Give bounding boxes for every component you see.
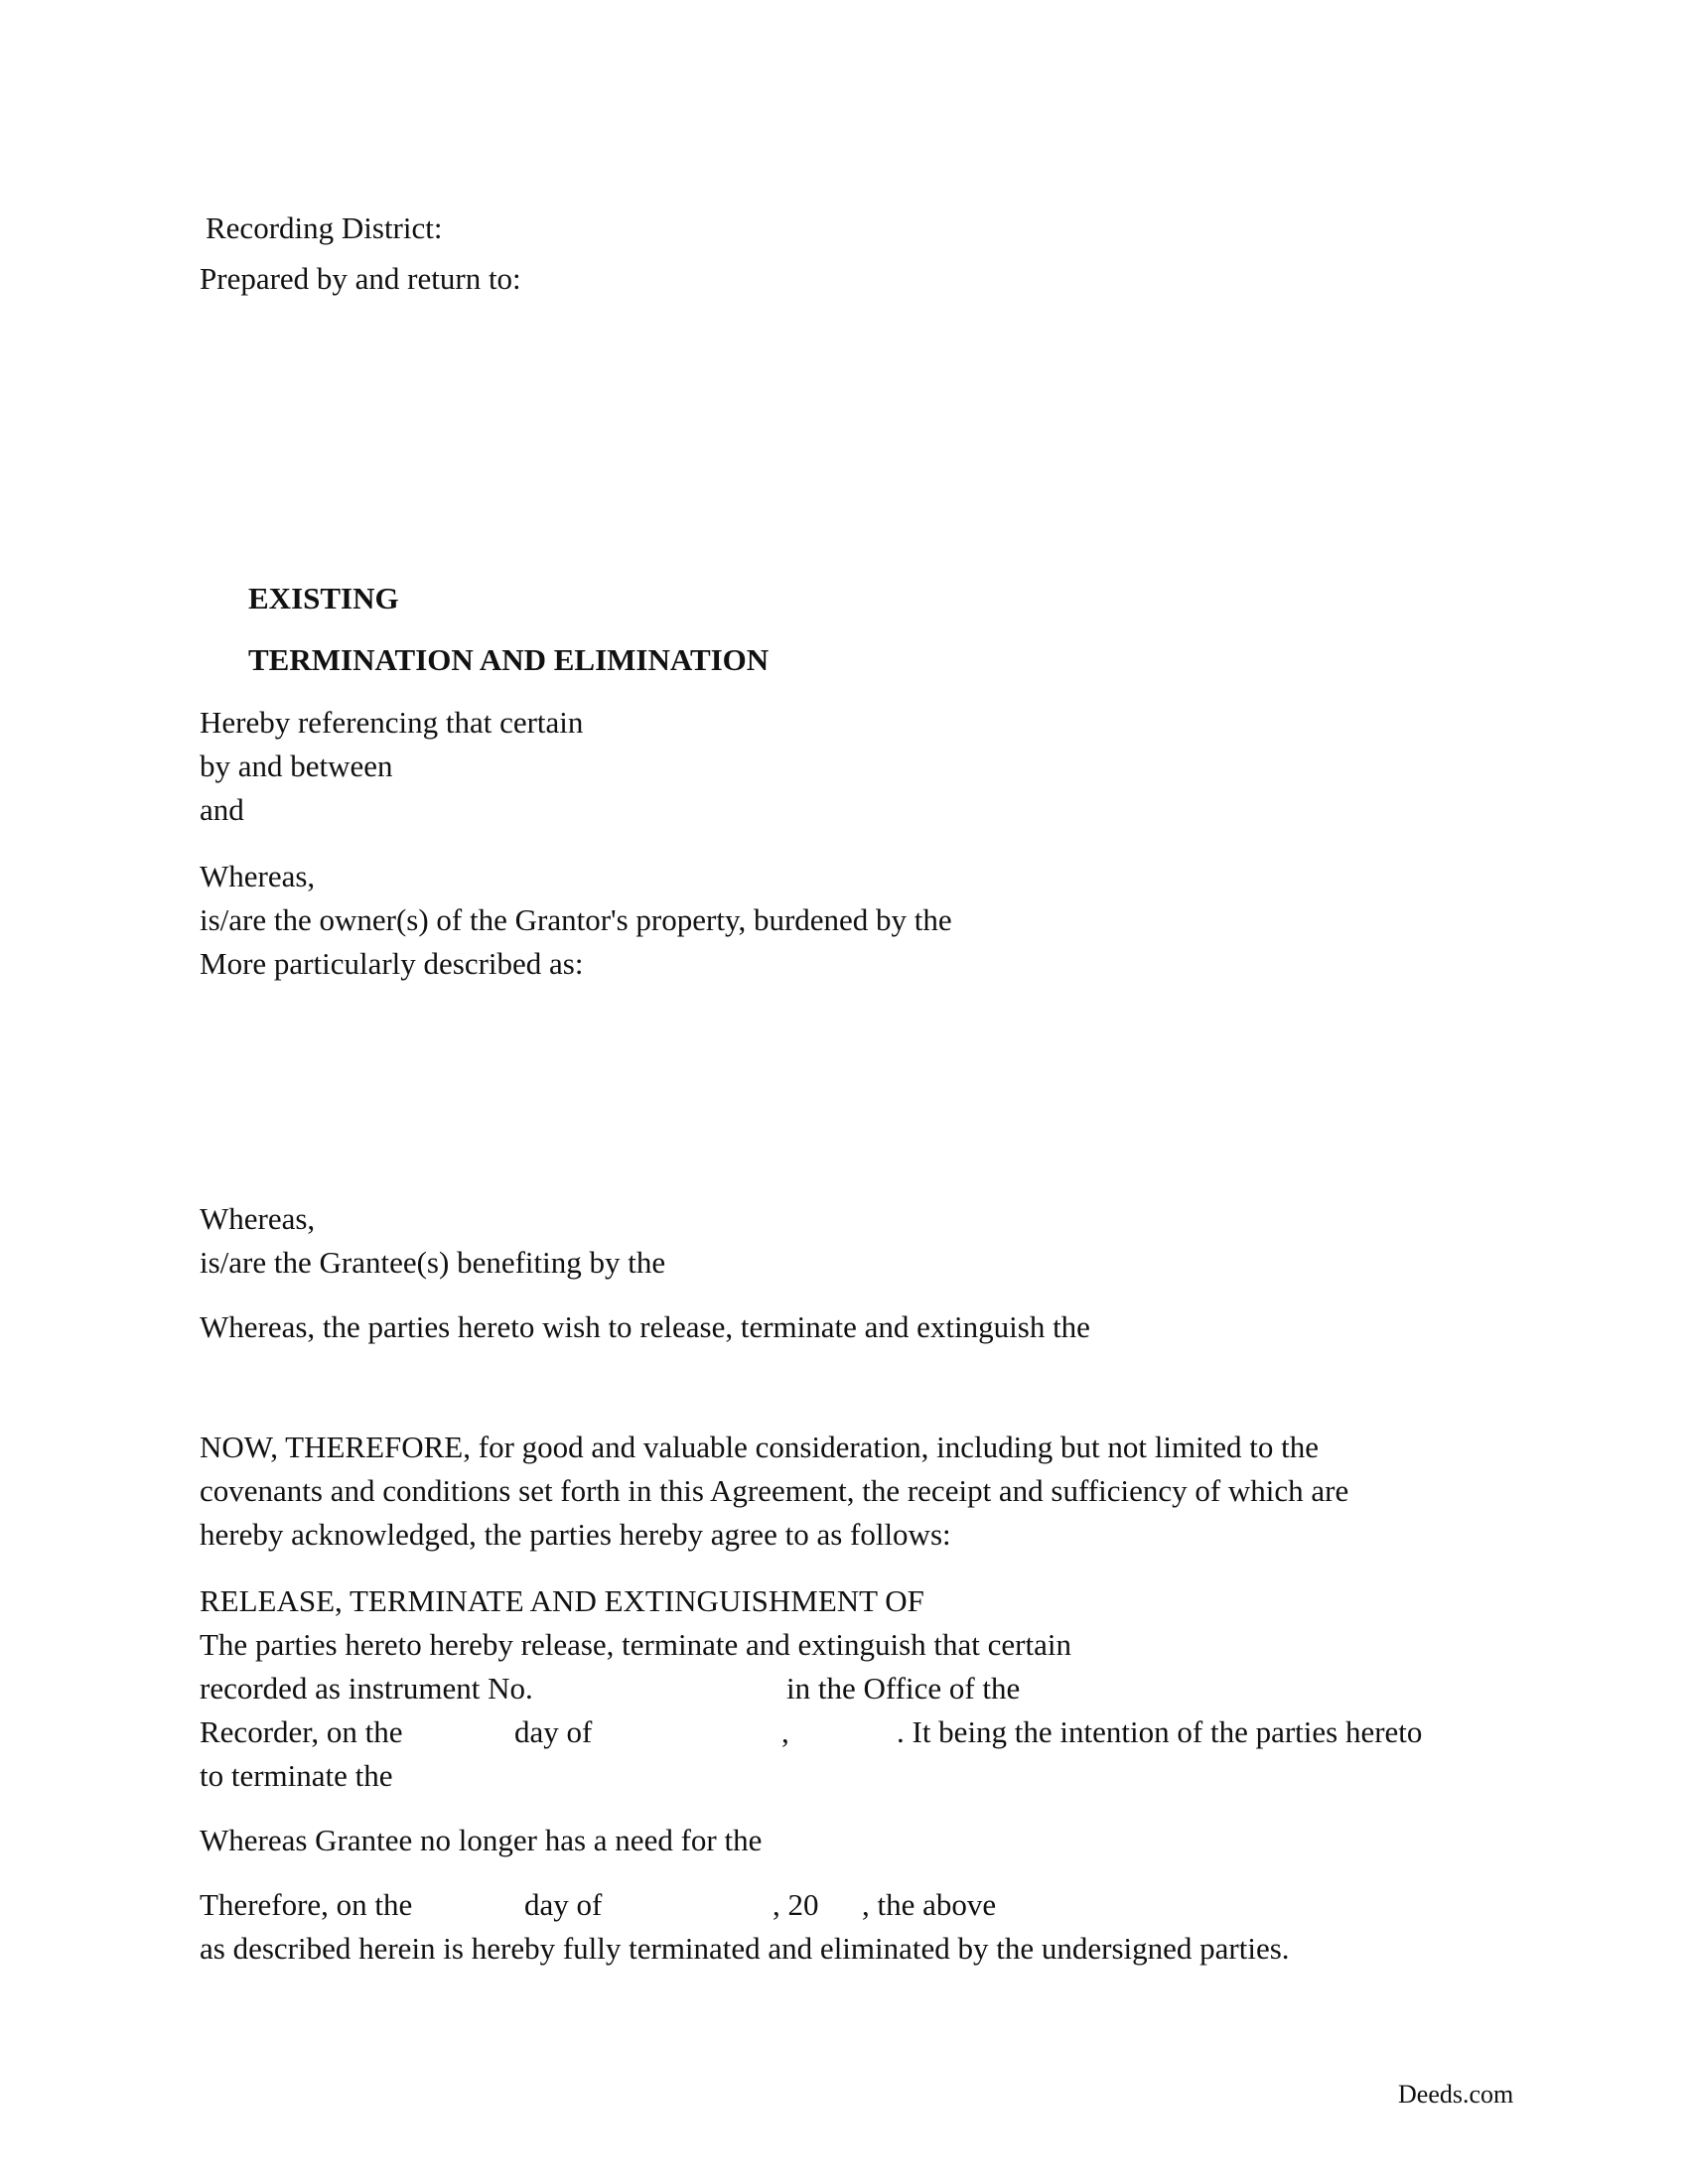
release-day-of-label: day of (514, 1714, 593, 1749)
now-therefore-line-2: covenants and conditions set forth in this Agreement, the receipt and sufficiency of which are (200, 1473, 1349, 1508)
whereas-grantee-line-2: is/are the Grantee(s) benefiting by the (200, 1245, 666, 1280)
reference-line-2: by and between (200, 749, 393, 783)
reference-line-1: Hereby referencing that certain (200, 705, 584, 740)
release-line-4: to terminate the (200, 1758, 393, 1793)
release-intention-text: . It being the intention of the parties hereto (897, 1714, 1423, 1749)
release-comma: , (781, 1714, 789, 1749)
prepared-by-label: Prepared by and return to: (200, 261, 521, 296)
release-instrument-label: recorded as instrument No. (200, 1671, 533, 1706)
whereas-owner-line-1: Whereas, (200, 859, 316, 893)
release-heading: RELEASE, TERMINATE AND EXTINGUISHMENT OF (200, 1583, 924, 1618)
release-office-label: in the Office of the (786, 1671, 1021, 1706)
reference-line-3: and (200, 792, 244, 827)
therefore-above-label: , the above (862, 1887, 997, 1922)
whereas-grantee-line-1: Whereas, (200, 1201, 316, 1236)
whereas-release-line: Whereas, the parties hereto wish to release, terminate and extinguish the (200, 1309, 1090, 1344)
title-line-2: TERMINATION AND ELIMINATION (248, 642, 770, 677)
no-longer-need-line: Whereas Grantee no longer has a need for the (200, 1823, 763, 1857)
therefore-day-of-label: day of (524, 1887, 603, 1922)
therefore-line-2: as described herein is hereby fully terminated and eliminated by the undersigned parties. (200, 1931, 1290, 1966)
release-recorder-label: Recorder, on the (200, 1714, 403, 1749)
whereas-owner-line-3: More particularly described as: (200, 946, 584, 981)
now-therefore-line-1: NOW, THEREFORE, for good and valuable consideration, including but not limited to the (200, 1430, 1320, 1464)
now-therefore-line-3: hereby acknowledged, the parties hereby agree to as follows: (200, 1517, 951, 1552)
therefore-year-label: , 20 (773, 1887, 819, 1922)
whereas-owner-line-2: is/are the owner(s) of the Grantor's property, burdened by the (200, 902, 952, 937)
therefore-label: Therefore, on the (200, 1887, 413, 1922)
release-line-1: The parties hereto hereby release, terminate and extinguish that certain (200, 1627, 1071, 1662)
footer-brand: Deeds.com (1398, 2080, 1514, 2109)
recording-district-label: Recording District: (206, 210, 443, 245)
title-line-1: EXISTING (248, 581, 399, 615)
